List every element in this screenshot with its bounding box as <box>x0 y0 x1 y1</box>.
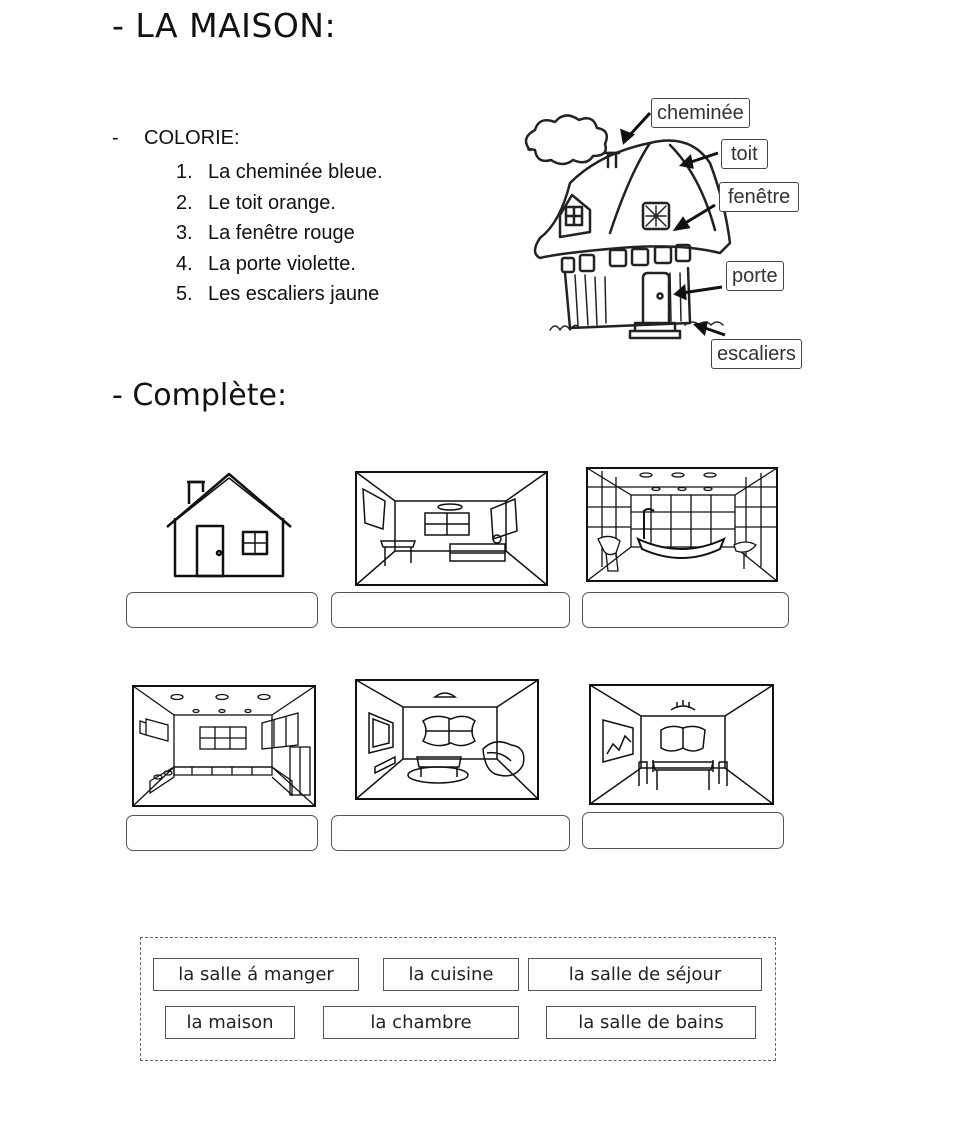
label-chimney: cheminée <box>651 98 750 128</box>
item-text: Le toit orange. <box>208 191 336 214</box>
label-door: porte <box>726 261 784 291</box>
instruction-item <box>176 279 383 310</box>
answer-box-kitchen[interactable] <box>126 815 318 851</box>
coloring-instructions <box>176 157 383 310</box>
living-room-picture <box>355 679 539 800</box>
item-text: La cheminée bleue. <box>208 161 383 183</box>
house-exterior-picture <box>163 470 295 580</box>
colorie-label: COLORIE: <box>144 127 240 149</box>
item-number: 5. <box>176 283 193 305</box>
word-bank-item[interactable]: la salle á manger <box>153 958 359 991</box>
colorie-heading <box>112 127 240 150</box>
item-number: 2. <box>176 191 193 214</box>
answer-box-bedroom[interactable] <box>331 592 570 628</box>
answer-box-house[interactable] <box>126 592 318 628</box>
answer-box-bathroom[interactable] <box>582 592 789 628</box>
word-bank-item[interactable]: la salle de séjour <box>528 958 762 991</box>
item-number: 1. <box>176 161 193 183</box>
label-roof: toit <box>721 139 768 169</box>
dining-room-picture <box>589 684 774 805</box>
answer-box-dining-room[interactable] <box>582 812 784 849</box>
answer-box-living-room[interactable] <box>331 815 570 851</box>
item-text: La fenêtre rouge <box>208 222 355 244</box>
word-bank <box>140 937 776 1061</box>
item-number: 3. <box>176 222 193 244</box>
word-bank-item[interactable]: la salle de bains <box>546 1006 756 1039</box>
complete-heading: - Complète: <box>112 378 288 413</box>
instruction-item <box>176 218 383 249</box>
item-text: La porte violette. <box>208 252 356 275</box>
bedroom-picture <box>355 471 548 586</box>
label-window: fenêtre <box>719 182 799 212</box>
item-number: 4. <box>176 252 193 275</box>
bathroom-picture <box>586 467 778 582</box>
page-title: - LA MAISON: <box>112 6 337 45</box>
kitchen-picture <box>132 685 316 807</box>
colorie-dash: - <box>112 127 119 149</box>
instruction-item <box>176 157 383 188</box>
item-text: Les escaliers jaune <box>208 283 380 305</box>
word-bank-item[interactable]: la cuisine <box>383 958 519 991</box>
instruction-item <box>176 188 383 219</box>
word-bank-item[interactable]: la chambre <box>323 1006 519 1039</box>
word-bank-item[interactable]: la maison <box>165 1006 295 1039</box>
cartoon-house-illustration <box>510 95 820 380</box>
instruction-item <box>176 249 383 280</box>
label-stairs: escaliers <box>711 339 802 369</box>
